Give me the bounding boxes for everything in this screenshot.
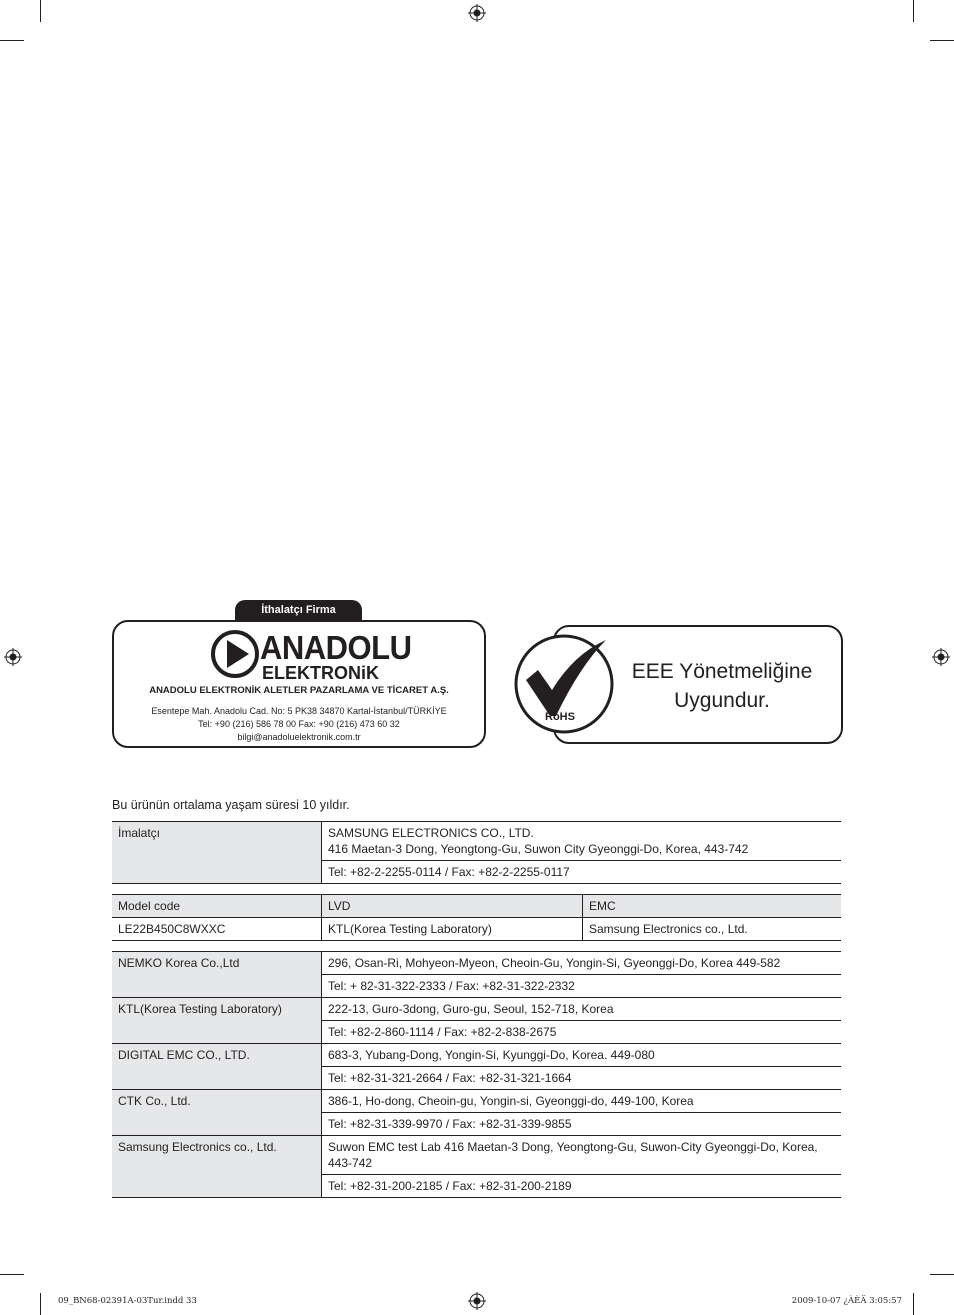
importer-email: bilgi@anadoluelektronik.com.tr — [237, 732, 361, 742]
brand-subtitle: ELEKTRONiK — [262, 663, 379, 683]
product-lifetime: Bu ürünün ortalama yaşam süresi 10 yıldır. — [112, 798, 350, 812]
crop-mark — [40, 0, 41, 22]
lab-contact: Tel: + 82-31-322-2333 / Fax: +82-31-322-2332 — [322, 975, 842, 998]
lab-contact: Tel: +82-31-339-9970 / Fax: +82-31-339-9855 — [322, 1113, 842, 1136]
emc-cell: Samsung Electronics co., Ltd. — [583, 918, 842, 941]
header-model-code: Model code — [112, 895, 322, 918]
model-code-cell: LE22B450C8WXXC — [112, 918, 322, 941]
lvd-cell: KTL(Korea Testing Laboratory) — [322, 918, 583, 941]
model-table — [112, 894, 841, 941]
importer-box — [112, 620, 486, 748]
table-row — [112, 1136, 841, 1175]
crop-mark — [913, 0, 914, 22]
lab-address: Suwon EMC test Lab 416 Maetan-3 Dong, Yeongtong-Gu, Suwon-City Gyeonggi-Do, Korea, 443-742 — [322, 1136, 842, 1175]
importer-company: ANADOLU ELEKTRONİK ALETLER PAZARLAMA VE TİCARET A.Ş. — [149, 685, 449, 696]
manufacturer-name: SAMSUNG ELECTRONICS CO., LTD. — [328, 826, 534, 840]
lab-address: 683-3, Yubang-Dong, Yongin-Si, Kyunggi-Do, Korea. 449-080 — [322, 1044, 842, 1067]
lab-name: Samsung Electronics co., Ltd. — [112, 1136, 322, 1198]
crop-mark — [0, 1274, 24, 1275]
header-emc: EMC — [583, 895, 842, 918]
registration-mark-icon — [468, 4, 486, 22]
table-row — [112, 1090, 841, 1113]
rohs-check-icon — [514, 634, 614, 734]
table-row — [112, 1044, 841, 1067]
lab-contact: Tel: +82-2-860-1114 / Fax: +82-2-838-2675 — [322, 1021, 842, 1044]
table-row — [112, 822, 841, 861]
lab-name: NEMKO Korea Co.,Ltd — [112, 952, 322, 998]
table-row — [112, 998, 841, 1021]
crop-mark — [930, 1274, 954, 1275]
header-lvd: LVD — [322, 895, 583, 918]
lab-address: 386-1, Ho-dong, Cheoin-gu, Yongin-si, Gyeonggi-do, 449-100, Korea — [322, 1090, 842, 1113]
registration-mark-icon — [4, 648, 22, 666]
table-header-row — [112, 895, 841, 918]
registration-mark-icon — [468, 1292, 486, 1310]
manufacturer-contact: Tel: +82-2-2255-0114 / Fax: +82-2-2255-0117 — [322, 861, 842, 884]
importer-tab: İthalatçı Firma — [235, 600, 362, 622]
manufacturer-details — [322, 822, 842, 861]
table-row — [112, 952, 841, 975]
eee-line2: Uygundur. — [674, 689, 770, 712]
manufacturer-label: İmalatçı — [112, 822, 322, 884]
eee-compliance-text — [610, 657, 834, 715]
crop-mark — [40, 1293, 41, 1315]
importer-phone: Tel: +90 (216) 586 78 00 Fax: +90 (216) 473 60 32 — [198, 719, 400, 729]
table-row — [112, 918, 841, 941]
lab-address: 296, Osan-Ri, Mohyeon-Myeon, Cheoin-Gu, Yongin-Si, Gyeonggi-Do, Korea 449-582 — [322, 952, 842, 975]
lab-contact: Tel: +82-31-321-2664 / Fax: +82-31-321-1664 — [322, 1067, 842, 1090]
lab-name: CTK Co., Ltd. — [112, 1090, 322, 1136]
labs-table — [112, 951, 841, 1198]
footer-timestamp: 2009-10-07 ¿ÀÈÄ 3:05:57 — [791, 1296, 902, 1306]
play-logo-icon — [210, 629, 260, 679]
crop-mark — [913, 1293, 914, 1315]
lab-address: 222-13, Guro-3dong, Guro-gu, Seoul, 152-718, Korea — [322, 998, 842, 1021]
lab-name: KTL(Korea Testing Laboratory) — [112, 998, 322, 1044]
rohs-label: RoHS — [545, 711, 575, 723]
importer-address-block — [114, 705, 484, 744]
eee-line1: EEE Yönetmeliğine — [631, 660, 813, 683]
footer-file-name: 09_BN68-02391A-03Tur.indd 33 — [58, 1296, 197, 1306]
crop-mark — [0, 40, 24, 41]
lab-name: DIGITAL EMC CO., LTD. — [112, 1044, 322, 1090]
importer-address: Esentepe Mah. Anadolu Cad. No: 5 PK38 34870 Kartal-İstanbul/TÜRKİYE — [151, 706, 447, 716]
crop-mark — [930, 40, 954, 41]
brand-name: ANADOLU — [260, 628, 412, 667]
lab-contact: Tel: +82-31-200-2185 / Fax: +82-31-200-2189 — [322, 1175, 842, 1198]
manufacturer-address: 416 Maetan-3 Dong, Yeongtong-Gu, Suwon City Gyeonggi-Do, Korea, 443-742 — [328, 842, 749, 856]
registration-mark-icon — [932, 648, 950, 666]
manufacturer-table — [112, 821, 841, 884]
anadolu-logo — [210, 628, 412, 683]
